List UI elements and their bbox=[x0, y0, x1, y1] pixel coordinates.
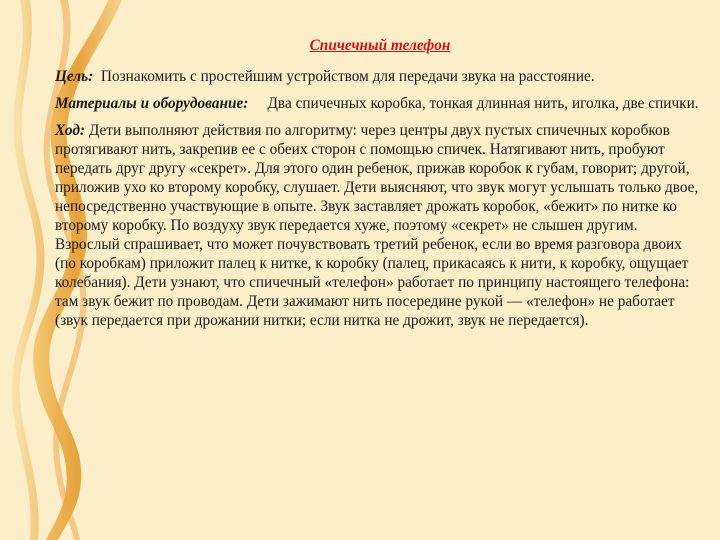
procedure-label: Ход: bbox=[55, 122, 86, 139]
procedure-text: Дети выполняют действия по алгоритму: через центры двух пустых спичечных коробков протягивают нить, закрепив ее с обеих сторон с помощью спичек. Натягивают нить, пробуют передать друг другу «секрет». Для этого один ребенок, прижав коробок к губам, говорит; другой, приложив ухо ко второму коробку, слушает. Дети выясняют, что звук могут услышать только двое, непосредственно участвующие в опыте. Звук заставляет дрожать коробок, «бежит» по нитке ко второму коробку. По воздуху звук передается хуже, поэтому «секрет» не слышен другим. Взрослый спрашивает, что может почувствовать третий ребенок, если во время разговора двоих (по коробкам) приложит палец к нитке, к коробку (палец, прикасаясь к нити, к коробку, ощущает колебания). Дети узнают, что спичечный «телефон» работает по принципу настоящего телефона: там звук бежит по проводам. Дети зажимают нить посередине рукой — «телефон» не работает (звук передается при дрожании нитки; если нитка не дрожит, звук не передается). bbox=[55, 122, 699, 329]
goal-text: Познакомить с простейшим устройством для передачи звука на расстояние. bbox=[100, 68, 595, 85]
materials-text: Два спичечных коробка, тонкая длинная нить, иголка, две спички. bbox=[267, 95, 699, 112]
document-title: Спичечный телефон bbox=[309, 37, 451, 54]
materials-paragraph bbox=[55, 94, 705, 113]
procedure-paragraph bbox=[55, 121, 705, 330]
goal-label: Цель: bbox=[55, 68, 94, 85]
document-body bbox=[55, 36, 705, 338]
ribbon-band-light bbox=[12, 0, 45, 540]
materials-label: Материалы и оборудование: bbox=[55, 95, 249, 112]
goal-paragraph bbox=[55, 67, 705, 86]
